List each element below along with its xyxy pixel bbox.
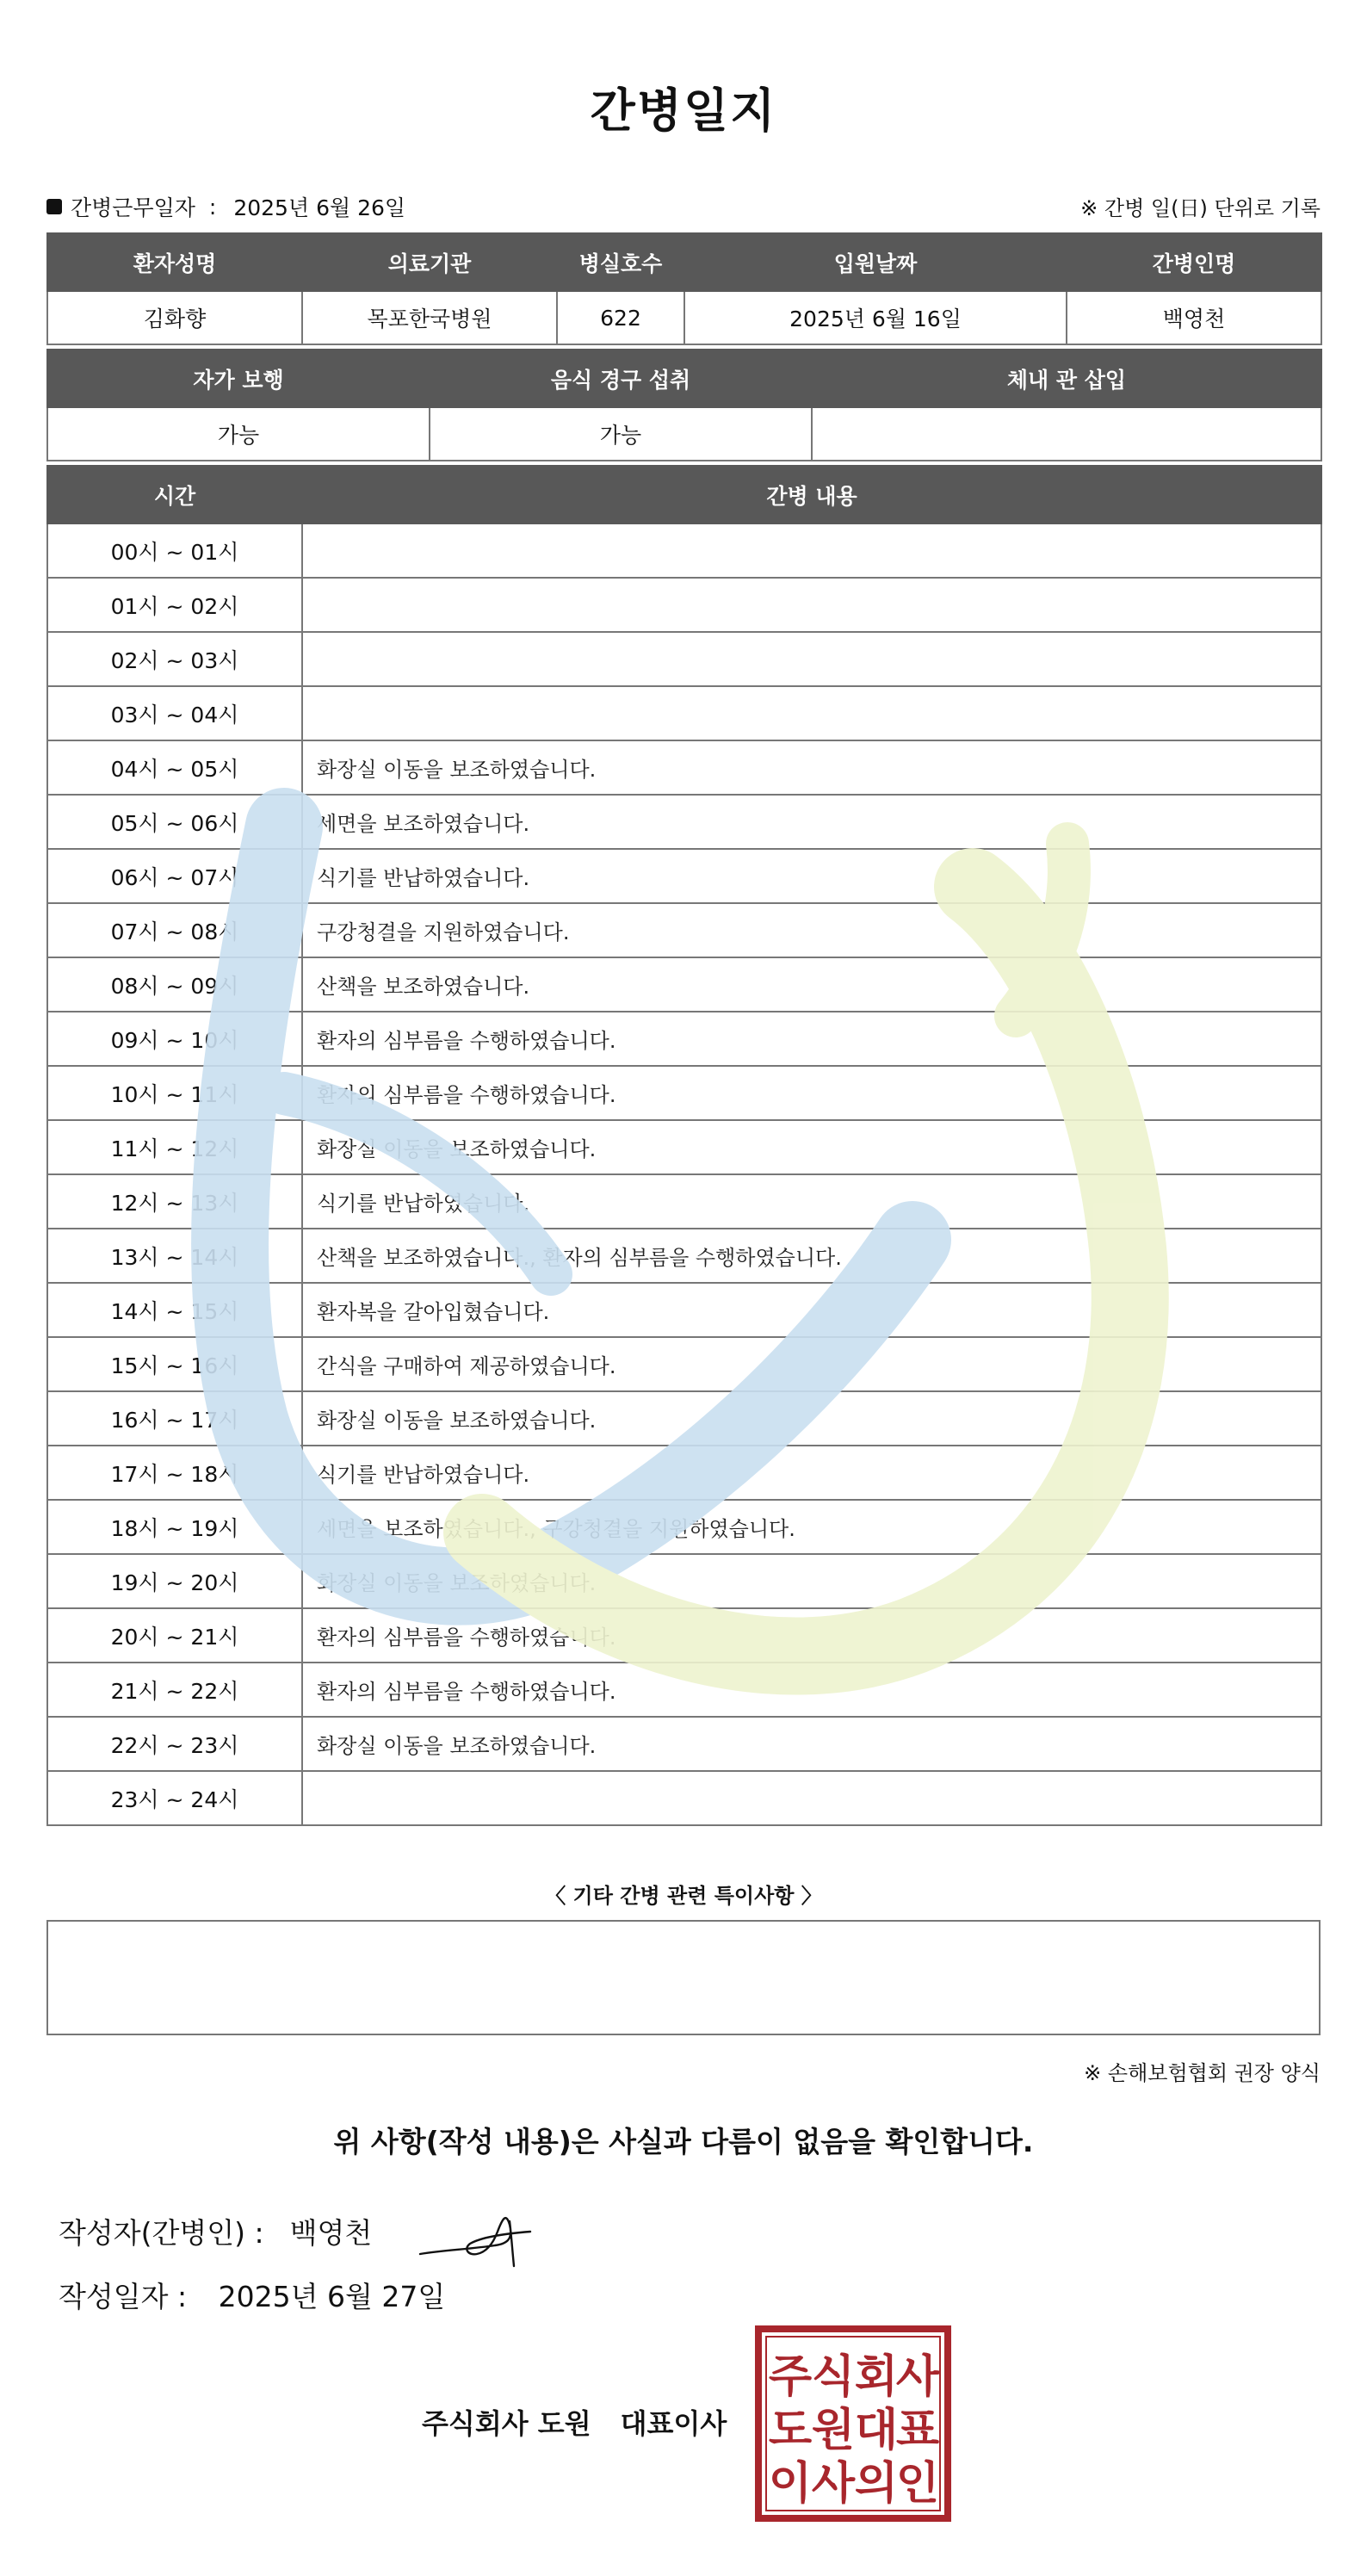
svg-text:식: 식 [811,2351,856,2403]
document-title: 간병일지 [590,84,777,138]
confirmation-statement: 위 사항(작성 내용)은 사실과 다름이 없음을 확인합니다. [333,2125,1034,2158]
time-slot-cell: 12시 ~ 13시 [47,1174,302,1229]
time-slot-cell: 11시 ~ 12시 [47,1120,302,1174]
writer-name: 백영천 [289,2216,373,2250]
time-slot-cell: 02시 ~ 03시 [47,632,302,686]
care-content-cell: 화장실 이동을 보조하였습니다. [302,1120,1321,1174]
svg-text:이: 이 [768,2458,813,2510]
company-name: 주식회사 도원 [422,2407,591,2440]
writer-label: 작성자(간병인) : [59,2216,264,2250]
caregiver-name-value: 백영천 [1067,291,1321,344]
table-row [47,578,1321,632]
care-content-cell [302,1771,1321,1825]
care-content-cell: 간식을 구매하여 제공하였습니다. [302,1337,1321,1391]
care-content-cell: 식기를 반납하였습니다. [302,1446,1321,1500]
table-row [47,1446,1321,1500]
time-slot-cell: 17시 ~ 18시 [47,1446,302,1500]
care-content-cell: 구강청결을 지원하였습니다. [302,903,1321,957]
table-row [47,1717,1321,1771]
admission-date-value: 2025년 6월 16일 [684,291,1067,344]
company-line [422,2402,727,2442]
header-oral-intake: 음식 경구 섭취 [430,350,812,407]
care-content-cell: 환자복을 갈아입혔습니다. [302,1283,1321,1337]
written-date-line [59,2275,445,2315]
self-walking-value: 가능 [47,407,430,461]
record-unit-note: ※ 간병 일(日) 단위로 기록 [1080,196,1321,220]
time-slot-cell: 01시 ~ 02시 [47,578,302,632]
header-room-number: 병실호수 [557,233,684,291]
table-row [47,1066,1321,1120]
time-slot-cell: 04시 ~ 05시 [47,740,302,795]
work-date-value: 2025년 6월 26일 [233,195,406,220]
written-date-value: 2025년 6월 27일 [218,2280,446,2313]
time-slot-cell: 22시 ~ 23시 [47,1717,302,1771]
company-representative: 대표이사 [620,2407,727,2440]
room-number-value: 622 [557,291,684,344]
care-content-cell [302,578,1321,632]
patient-info-value-row [47,291,1321,344]
svg-text:인: 인 [895,2458,940,2510]
table-row [47,1554,1321,1608]
care-content-cell: 화장실 이동을 보조하였습니다. [302,1717,1321,1771]
time-slot-cell: 06시 ~ 07시 [47,849,302,903]
time-slot-cell: 08시 ~ 09시 [47,957,302,1012]
ability-value-row [47,407,1321,461]
signature-image [413,2187,551,2273]
table-row [47,1663,1321,1717]
care-content-cell: 화장실 이동을 보조하였습니다. [302,1554,1321,1608]
work-date-info [46,191,405,222]
written-date-label: 작성일자 : [59,2280,188,2313]
time-slot-cell: 03시 ~ 04시 [47,686,302,740]
time-slot-cell: 13시 ~ 14시 [47,1229,302,1283]
company-seal-stamp [754,2325,952,2523]
time-slot-cell: 16시 ~ 17시 [47,1391,302,1446]
time-slot-cell: 07시 ~ 08시 [47,903,302,957]
table-row [47,740,1321,795]
svg-text:도: 도 [768,2405,813,2456]
table-row [47,523,1321,578]
writer-line [59,2211,372,2251]
patient-info-table [46,232,1322,345]
hospital-value: 목포한국병원 [302,291,557,344]
care-content-cell: 식기를 반납하였습니다. [302,849,1321,903]
work-date-label: 간병근무일자 [71,195,195,220]
care-content-cell [302,686,1321,740]
oral-intake-value: 가능 [430,407,812,461]
table-row [47,1391,1321,1446]
svg-text:대: 대 [854,2405,899,2456]
time-slot-cell: 20시 ~ 21시 [47,1608,302,1663]
table-row [47,1174,1321,1229]
patient-info-header-row [47,233,1321,291]
care-content-cell: 세면을 보조하였습니다., 구강청결을 지원하였습니다. [302,1500,1321,1554]
table-row [47,686,1321,740]
time-slot-cell: 09시 ~ 10시 [47,1012,302,1066]
header-hospital: 의료기관 [302,233,557,291]
table-row [47,1012,1321,1066]
table-row [47,1771,1321,1825]
time-slot-cell: 10시 ~ 11시 [47,1066,302,1120]
tube-insertion-value [812,407,1321,461]
time-slot-cell: 23시 ~ 24시 [47,1771,302,1825]
care-content-cell [302,523,1321,578]
svg-text:사: 사 [895,2351,940,2403]
time-slot-cell: 14시 ~ 15시 [47,1283,302,1337]
patient-name-value: 김화향 [47,291,302,344]
time-slot-cell: 05시 ~ 06시 [47,795,302,849]
table-row [47,795,1321,849]
care-content-cell: 환자의 심부름을 수행하였습니다. [302,1608,1321,1663]
svg-text:주: 주 [768,2351,813,2403]
care-content-cell: 산책을 보조하였습니다., 환자의 심부름을 수행하였습니다. [302,1229,1321,1283]
svg-text:회: 회 [854,2351,899,2403]
time-slot-cell: 21시 ~ 22시 [47,1663,302,1717]
table-row [47,1283,1321,1337]
recommend-note: ※ 손해보험협회 권장 양식 [1084,2061,1321,2085]
care-content-cell: 화장실 이동을 보조하였습니다. [302,1391,1321,1446]
header-self-walking: 자가 보행 [47,350,430,407]
care-content-cell: 산책을 보조하였습니다. [302,957,1321,1012]
care-log-table [46,465,1322,1826]
time-slot-cell: 19시 ~ 20시 [47,1554,302,1608]
time-slot-cell: 15시 ~ 16시 [47,1337,302,1391]
table-row [47,957,1321,1012]
time-slot-cell: 00시 ~ 01시 [47,523,302,578]
care-content-cell: 세면을 보조하였습니다. [302,795,1321,849]
header-care-content: 간병 내용 [302,466,1321,523]
notes-box [46,1920,1321,2035]
ability-header-row [47,350,1321,407]
table-row [47,903,1321,957]
bullet-square-icon [46,199,62,214]
svg-text:원: 원 [811,2405,856,2456]
care-content-cell: 식기를 반납하였습니다. [302,1174,1321,1229]
care-log-body [47,523,1321,1825]
care-content-cell: 환자의 심부름을 수행하였습니다. [302,1663,1321,1717]
notes-title: 〈 기타 간병 관련 특이사항 〉 [545,1884,822,1908]
svg-text:의: 의 [854,2458,899,2510]
header-time: 시간 [47,466,302,523]
table-row [47,1337,1321,1391]
time-slot-cell: 18시 ~ 19시 [47,1500,302,1554]
svg-text:표: 표 [895,2405,940,2456]
svg-text:사: 사 [811,2458,856,2510]
work-date-row [46,191,1321,226]
table-row [47,632,1321,686]
header-admission-date: 입원날짜 [684,233,1067,291]
table-row [47,1120,1321,1174]
table-row [47,1608,1321,1663]
care-content-cell: 환자의 심부름을 수행하였습니다. [302,1012,1321,1066]
table-row [47,1229,1321,1283]
header-patient-name: 환자성명 [47,233,302,291]
care-content-cell: 환자의 심부름을 수행하였습니다. [302,1066,1321,1120]
care-content-cell: 화장실 이동을 보조하였습니다. [302,740,1321,795]
patient-ability-table [46,349,1322,461]
table-row [47,849,1321,903]
care-content-cell [302,632,1321,686]
header-tube-insertion: 체내 관 삽입 [812,350,1321,407]
table-row [47,1500,1321,1554]
care-log-header-row [47,466,1321,523]
work-date-colon: : [208,194,217,220]
header-caregiver-name: 간병인명 [1067,233,1321,291]
